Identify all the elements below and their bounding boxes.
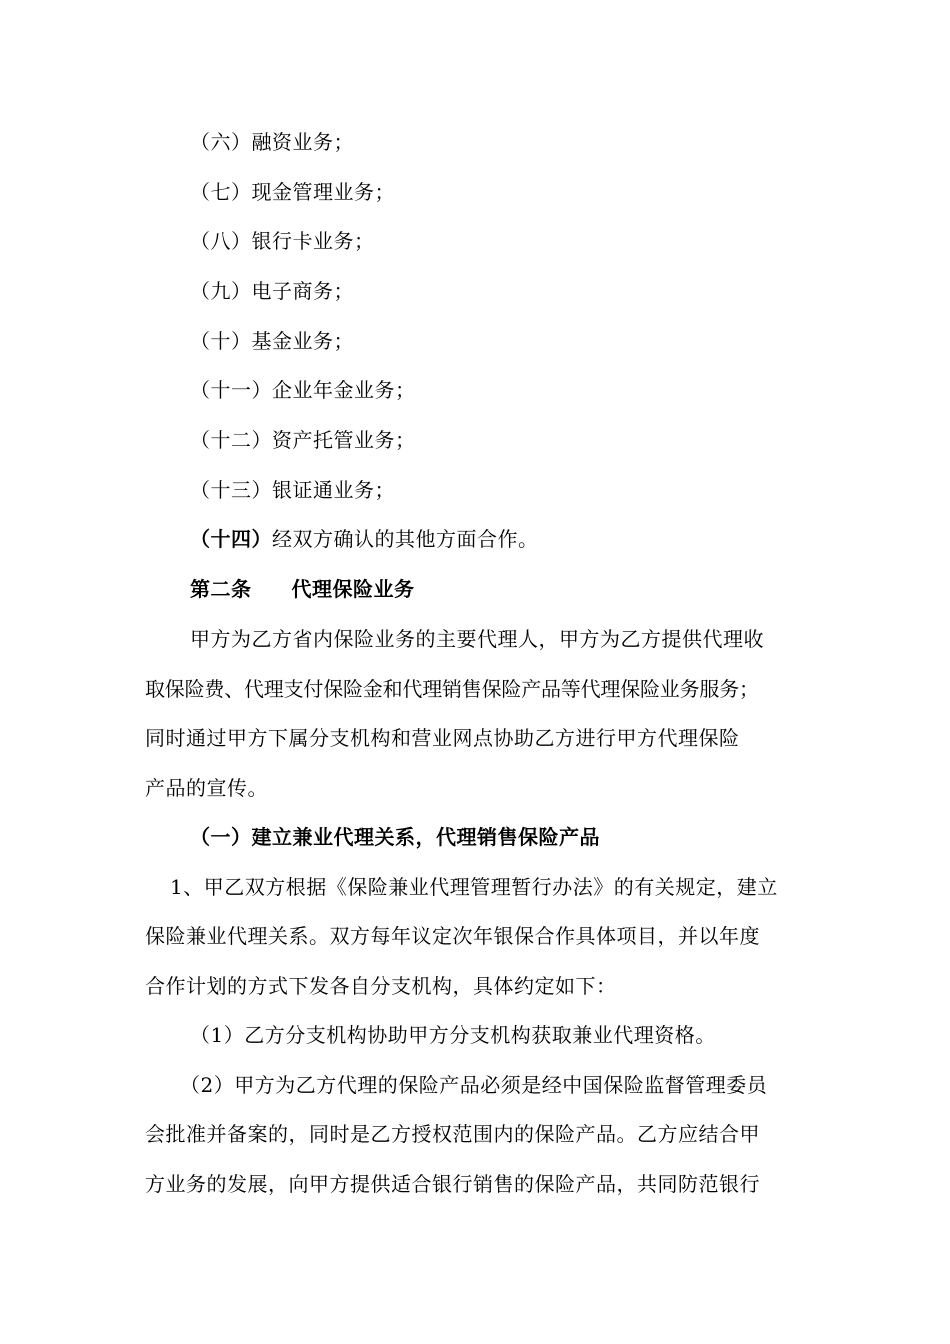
- article-2-paragraph-line: 同时通过甲方下属分支机构和营业网点协助乙方进行甲方代理保险: [145, 726, 740, 750]
- section-1-heading: （一）建立兼业代理关系，代理销售保险产品: [190, 825, 600, 849]
- list-item-14: [190, 525, 539, 553]
- article-2-title: 代理保险业务: [291, 577, 415, 601]
- list-item-6: （六）融资业务；: [190, 130, 354, 154]
- list-item-11: （十一）企业年金业务；: [190, 378, 416, 402]
- sub-clause-2-line: （2）甲方为乙方代理的保险产品必须是经中国保险监督管理委员: [180, 1073, 768, 1097]
- article-2-heading: [190, 575, 415, 603]
- list-item-9: （九）电子商务；: [190, 279, 354, 303]
- list-item-14-number: （十四）: [190, 527, 272, 551]
- list-item-10: （十）基金业务；: [190, 329, 354, 353]
- list-item-7: （七）现金管理业务；: [190, 180, 395, 204]
- clause-1-line: 保险兼业代理关系。双方每年议定次年银保合作具体项目，并以年度: [145, 924, 760, 948]
- sub-clause-2-line: 方业务的发展，向甲方提供适合银行销售的保险产品，共同防范银行: [145, 1172, 760, 1196]
- clause-1-line: 合作计划的方式下发各自分支机构，具体约定如下：: [145, 974, 617, 998]
- article-2-number: 第二条: [190, 577, 252, 601]
- list-item-12: （十二）资产托管业务；: [190, 428, 416, 452]
- article-2-paragraph-line: 产品的宣传。: [145, 776, 268, 800]
- sub-clause-2-line: 会批准并备案的，同时是乙方授权范围内的保险产品。乙方应结合甲: [145, 1122, 760, 1146]
- list-item-14-text: 经双方确认的其他方面合作。: [272, 527, 539, 551]
- list-item-8: （八）银行卡业务；: [190, 229, 375, 253]
- sub-clause-1: （1）乙方分支机构协助甲方分支机构获取兼业代理资格。: [190, 1023, 716, 1047]
- list-item-13: （十三）银证通业务；: [190, 478, 395, 502]
- clause-1-line: 1、甲乙双方根据《保险兼业代理管理暂行办法》的有关规定，建立: [170, 875, 778, 899]
- article-2-paragraph-line: 甲方为乙方省内保险业务的主要代理人，甲方为乙方提供代理收: [190, 627, 764, 651]
- article-2-paragraph-line: 取保险费、代理支付保险金和代理销售保险产品等代理保险业务服务；: [145, 677, 759, 701]
